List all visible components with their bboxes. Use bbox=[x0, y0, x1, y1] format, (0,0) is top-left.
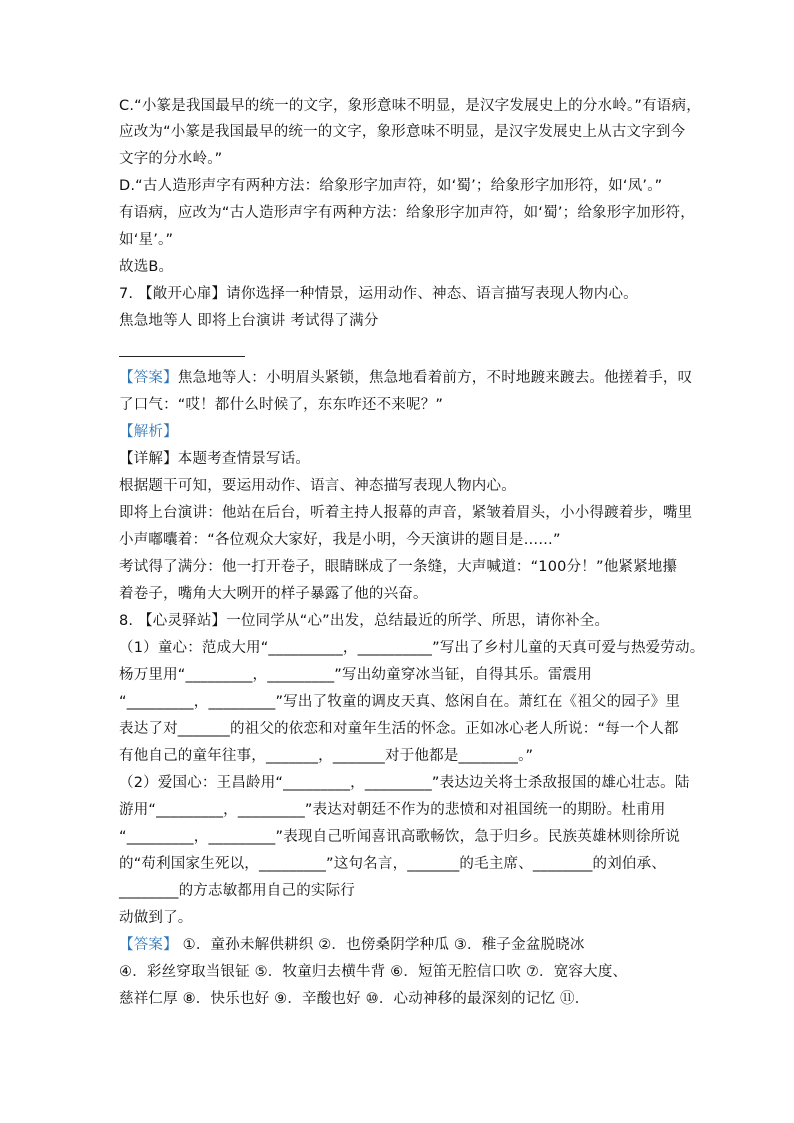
text-line: C.“小篆是我国最早的统一的文字，象形意味不明显，是汉字发展史上的分水岭。”有语病， bbox=[119, 98, 701, 114]
detail-line: 着卷子，嘴角大大咧开的样子暴露了他的兴奋。 bbox=[119, 586, 428, 602]
scenario-options: 焦急地等人 即将上台演讲 考试得了满分 bbox=[119, 313, 379, 329]
answer-text: ①．童孙未解供耕织 ②．也傍桑阴学种瓜 ③．稚子金盆脱晓冰 bbox=[177, 937, 585, 953]
answer-tag: 【答案】 bbox=[119, 370, 178, 386]
question-line: （1）童心：范成大用“__________，__________”写出了乡村儿童的天真可爱与热爱劳动。 bbox=[119, 640, 705, 656]
answer-text: 了口气：“哎！都什么时候了，东东咋还不来呢？” bbox=[119, 397, 444, 413]
text-line: 故选B。 bbox=[119, 259, 174, 275]
analysis-tag: 【解析】 bbox=[119, 424, 178, 440]
answer-text: 焦急地等人：小明眉头紧锁，焦急地看着前方，不时地踱来踱去。他搓着手，叹 bbox=[177, 370, 693, 386]
question-line: “_________，_________”写出了牧童的调皮天真、悠闲自在。萧红在《祖父的园子》里 bbox=[119, 694, 681, 710]
question-line: （2）爱国心：王昌龄用“_________，_________”表达边关将士杀敌报国的雄心壮志。陆 bbox=[119, 775, 690, 791]
text-line: 应改为“小篆是我国最早的统一的文字，象形意味不明显，是汉字发展史上从古文字到今 bbox=[119, 124, 686, 140]
question-7-title: 7. 【敞开心扉】请你选择一种情景，运用动作、神态、语言描写表现人物内心。 bbox=[119, 286, 638, 302]
question-line: 杨万里用“_________，_________”写出幼童穿冰当钲，自得其乐。雷震用 bbox=[119, 667, 592, 683]
detail-line: 即将上台演讲：他站在后台，听着主持人报幕的声音，紧皱着眉头，小小得踱着步，嘴里 bbox=[119, 505, 693, 521]
detail-line: 小声嘟囔着：“各位观众大家好，我是小明，今天演讲的题目是……” bbox=[119, 532, 561, 548]
question-line: 动做到了。 bbox=[119, 910, 193, 926]
detail-line: 根据题干可知，要运用动作、语言、神态描写表现人物内心。 bbox=[119, 478, 516, 494]
detail-line: 【详解】本题考查情景写话。 bbox=[119, 451, 311, 467]
question-line: 表达了对_______的祖父的依恋和对童年生活的怀念。正如冰心老人所说：“每一个人都 bbox=[119, 721, 679, 737]
question-8-title: 8. 【心灵驿站】一位同学从“心”出发，总结最近的所学、所思，请你补全。 bbox=[119, 613, 610, 629]
text-line: 文字的分水岭。” bbox=[119, 151, 223, 167]
question-line: 有他自己的童年往事，_______，_______对于他都是________。” bbox=[119, 748, 534, 764]
text-line: D.“古人造形声字有两种方法：给象形字加声符，如‘蜀’；给象形字加形符，如‘凤’。” bbox=[119, 178, 663, 194]
detail-line: 考试得了满分：他一打开卷子，眼睛眯成了一条缝，大声喊道：“100分！”他紧紧地攥 bbox=[119, 559, 678, 575]
answer-blank-line bbox=[119, 356, 245, 357]
text-line: 有语病，应改为“古人造形声字有两种方法：给象形字加声符，如‘蜀’；给象形字加形符， bbox=[119, 205, 695, 221]
answer-text: ④．彩丝穿取当银钲 ⑤．牧童归去横牛背 ⑥．短笛无腔信口吹 ⑦．宽容大度、 bbox=[119, 964, 628, 980]
question-line: ________的方志敏都用自己的实际行 bbox=[119, 883, 355, 899]
question-line: “_________，_________”表现自己听闻喜讯高歌畅饮，急于归乡。民族英雄林则徐所说 bbox=[119, 829, 681, 845]
answer-text: 慈祥仁厚 ⑧．快乐也好 ⑨．辛酸也好 ⑩．心动神移的最深刻的记忆 ⑪． bbox=[119, 991, 590, 1007]
answer-line bbox=[119, 368, 692, 388]
question-line: 游用“_________，_________”表达对朝廷不作为的悲愤和对祖国统一的期盼。杜甫用 bbox=[119, 802, 666, 818]
answer-line bbox=[119, 935, 585, 955]
question-line: 的“苟利国家生死以，_________”这句名言，_______的毛主席、________的刘伯承、 bbox=[119, 856, 667, 872]
answer-tag: 【答案】 bbox=[119, 937, 178, 953]
text-line: 如‘星’。” bbox=[119, 232, 174, 248]
